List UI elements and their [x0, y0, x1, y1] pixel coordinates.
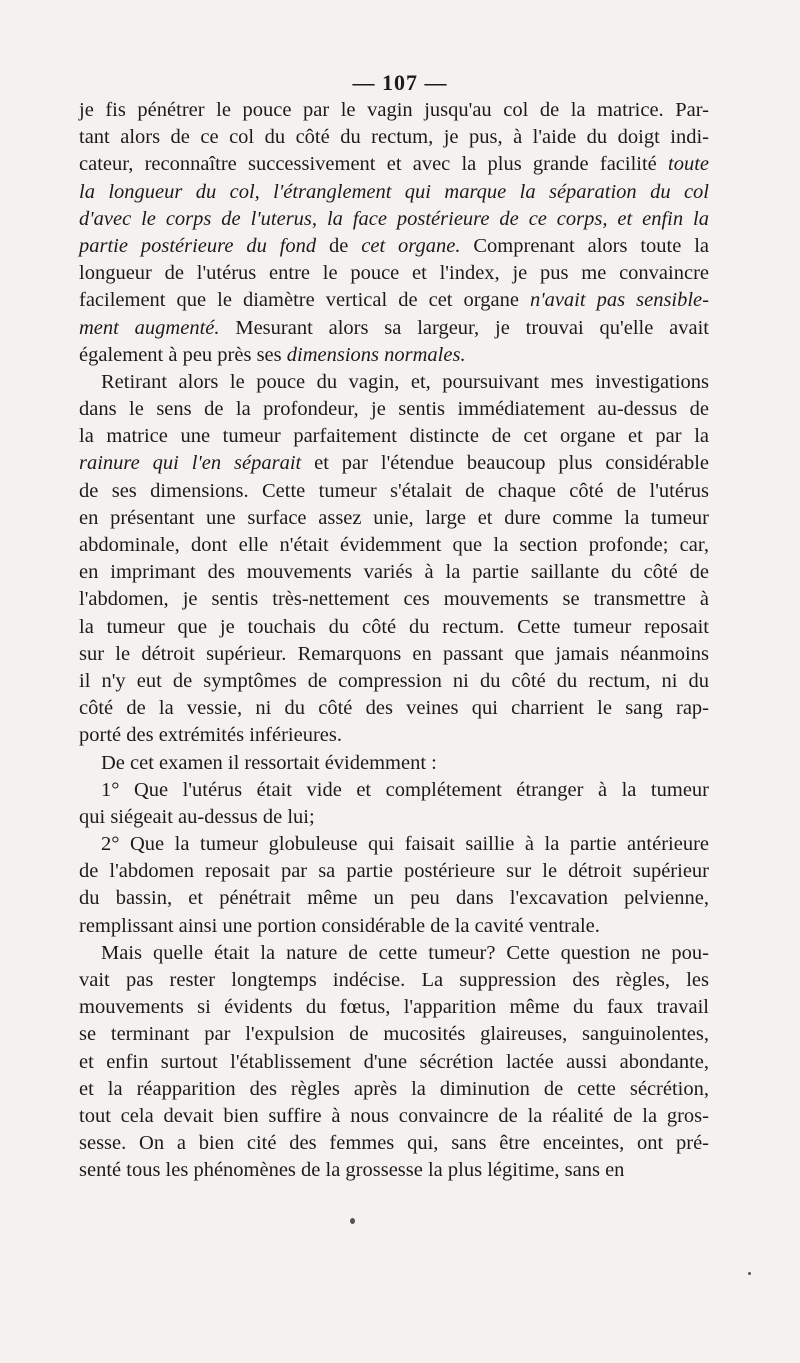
- text-line: [79, 423, 709, 450]
- text-run: 2° Que la tumeur globuleuse qui faisait saillie à la partie antérieure: [101, 833, 709, 856]
- text-line: [79, 233, 709, 260]
- text-run: et enfin surtout l'établissement d'une sécrétion lactée aussi abondante,: [79, 1050, 709, 1073]
- paragraph: [79, 750, 709, 777]
- text-run: tout cela devait bien suffire à nous convaincre de la réalité de la gros-: [79, 1104, 709, 1127]
- text-run: l'abdomen, je sentis très-nettement ces mouvements se transmettre à: [79, 588, 709, 611]
- text-line: [79, 750, 709, 777]
- body-text: [79, 97, 709, 1185]
- text-line: [79, 831, 709, 858]
- text-run: longueur de l'utérus entre le pouce et l'index, je pus me convaincre: [79, 262, 709, 285]
- text-line: [79, 940, 709, 967]
- italic-text: cet organe.: [361, 234, 461, 257]
- text-run: cateur, reconnaître successivement et avec la plus grande facilité: [79, 153, 668, 176]
- text-line: [79, 396, 709, 423]
- italic-text: partie postérieure du fond: [79, 234, 317, 257]
- text-line: [79, 342, 709, 369]
- paragraph: [79, 777, 709, 831]
- text-line: [79, 478, 709, 505]
- text-run: en imprimant des mouvements variés à la partie saillante du côté de: [79, 561, 709, 584]
- paragraph: [79, 369, 709, 750]
- text-run: Mais quelle était la nature de cette tumeur? Cette question ne pou-: [101, 941, 709, 964]
- text-line: [79, 668, 709, 695]
- text-run: vait pas rester longtemps indécise. La suppression des règles, les: [79, 969, 709, 991]
- text-run: De cet examen il ressortait évidemment :: [101, 751, 437, 774]
- text-run: et par l'étendue beaucoup plus considérable: [301, 452, 709, 475]
- text-run: facilement que le diamètre vertical de cet organe: [79, 289, 530, 312]
- page-number: — 107 —: [352, 70, 448, 95]
- text-run: la matrice une tumeur parfaitement distincte de cet organe et par la: [79, 425, 709, 448]
- text-line: [79, 994, 709, 1021]
- text-line: [79, 777, 709, 804]
- text-run: Comprenant alors toute la: [460, 234, 709, 257]
- text-line: [79, 586, 709, 613]
- text-line: [79, 287, 709, 314]
- paragraph: [79, 97, 709, 369]
- text-run: 1° Que l'utérus était vide et complétement étranger à la tumeur: [101, 778, 709, 801]
- text-run: Mesurant alors sa largeur, je trouvai qu'elle avait: [219, 316, 709, 339]
- text-run: qui siégeait au-dessus de lui;: [79, 805, 315, 828]
- text-line: [79, 1049, 709, 1076]
- italic-text: rainure qui l'en séparait: [79, 452, 302, 475]
- ink-speck: [350, 1218, 355, 1224]
- text-run: dans le sens de la profondeur, je sentis immédiatement au-dessus de: [79, 398, 709, 421]
- text-run: et la réapparition des règles après la diminution de cette sécrétion,: [79, 1077, 709, 1100]
- text-run: de: [316, 234, 362, 257]
- italic-text: toute: [668, 153, 709, 176]
- text-run: côté de la vessie, ni du côté des veines qui charrient le sang rap-: [79, 697, 709, 720]
- text-line: [79, 1103, 709, 1130]
- text-run: il n'y eut de symptômes de compression ni du côté du rectum, ni du: [79, 669, 709, 692]
- text-run: abdominale, dont elle n'était évidemment que la section profonde; car,: [79, 534, 709, 556]
- ink-speck: [748, 1272, 751, 1275]
- text-line: [79, 124, 709, 151]
- text-run: mouvements si évidents du fœtus, l'apparition même du faux travail: [79, 996, 709, 1019]
- text-line: [79, 858, 709, 885]
- text-line: [79, 804, 709, 831]
- text-line: [79, 722, 709, 749]
- text-line: [79, 369, 709, 396]
- text-run: du bassin, et pénétrait même un peu dans l'excavation pelvienne,: [79, 887, 709, 910]
- paragraph: [79, 940, 709, 1185]
- italic-text: dimensions normales.: [286, 343, 466, 366]
- text-run: remplissant ainsi une portion considérable de la cavité ventrale.: [79, 914, 600, 937]
- text-line: [79, 315, 709, 342]
- text-line: [79, 179, 709, 206]
- italic-text: ment augmenté.: [79, 316, 220, 339]
- text-line: [79, 1076, 709, 1103]
- text-run: la tumeur que je touchais du côté du rectum. Cette tumeur reposait: [79, 615, 709, 638]
- italic-text: n'avait pas sensible-: [529, 289, 709, 312]
- text-line: [79, 151, 709, 178]
- text-line: [79, 614, 709, 641]
- text-run: porté des extrémités inférieures.: [79, 724, 342, 747]
- italic-text: d'avec le corps de l'uterus, la face postérieure de ce corps, et enfin la: [79, 207, 709, 230]
- text-line: [79, 1021, 709, 1048]
- text-run: tant alors de ce col du côté du rectum, je pus, à l'aide du doigt indi-: [79, 126, 709, 149]
- text-line: [79, 97, 709, 124]
- text-line: [79, 450, 709, 477]
- text-run: en présentant une surface assez unie, large et dure comme la tumeur: [79, 506, 709, 529]
- text-line: [79, 967, 709, 994]
- text-line: [79, 885, 709, 912]
- text-line: [79, 505, 709, 532]
- text-run: se terminant par l'expulsion de mucosités glaireuses, sanguinolentes,: [79, 1023, 709, 1046]
- text-line: [79, 1130, 709, 1157]
- text-line: [79, 206, 709, 233]
- text-line: [79, 532, 709, 559]
- text-run: senté tous les phénomènes de la grossesse la plus légitime, sans en: [79, 1159, 625, 1182]
- text-line: [79, 913, 709, 940]
- text-line: [79, 260, 709, 287]
- text-run: sur le détroit supérieur. Remarquons en passant que jamais néanmoins: [79, 642, 709, 665]
- paragraph: [79, 831, 709, 940]
- text-run: également à peu près ses: [79, 343, 287, 366]
- text-run: de ses dimensions. Cette tumeur s'étalait de chaque côté de l'utérus: [79, 479, 709, 502]
- italic-text: la longueur du col, l'étranglement qui marque la séparation du col: [79, 180, 709, 203]
- text-line: [79, 695, 709, 722]
- text-line: [79, 1157, 709, 1184]
- text-line: [79, 559, 709, 586]
- text-run: de l'abdomen reposait par sa partie postérieure sur le détroit supérieur: [79, 860, 709, 883]
- text-line: [79, 641, 709, 668]
- text-run: sesse. On a bien cité des femmes qui, sans être enceintes, ont pré-: [79, 1132, 709, 1155]
- text-run: Retirant alors le pouce du vagin, et, poursuivant mes investigations: [101, 370, 709, 393]
- text-run: je fis pénétrer le pouce par le vagin jusqu'au col de la matrice. Par-: [79, 99, 709, 121]
